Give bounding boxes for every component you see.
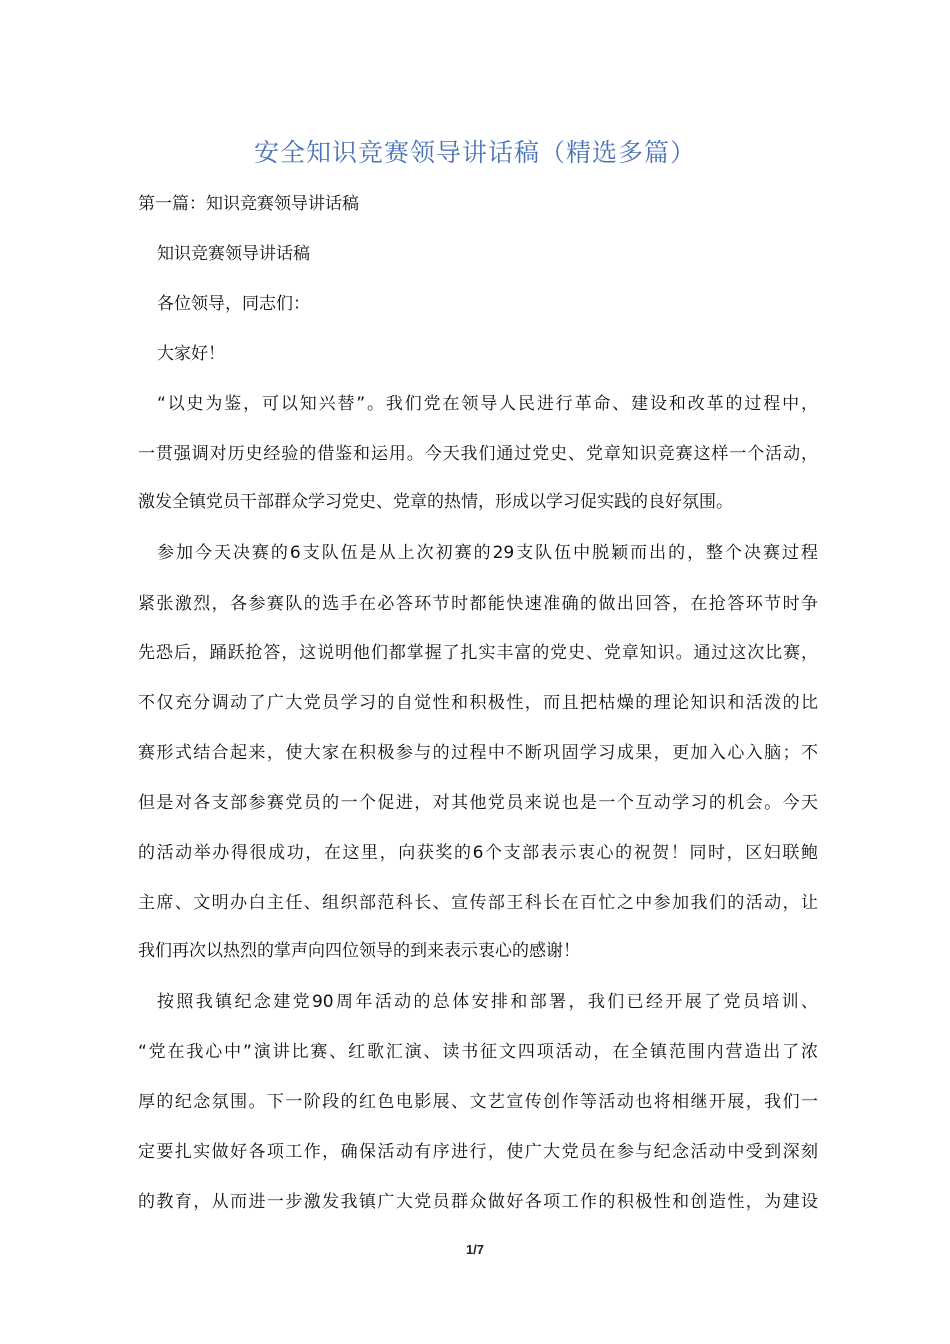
paragraph-1-line: 激发全镇党员干部群众学习党史、党章的热情，形成以学习促实践的良好氛围。 — [138, 492, 733, 512]
paragraph-3-line: 的教育，从而进一步激发我镇广大党员群众做好各项工作的积极性和创造性，为建设 — [138, 1192, 818, 1212]
paragraph-1-line: 一贯强调对历史经验的借鉴和运用。今天我们通过党史、党章知识竞赛这样一个活动， — [138, 444, 818, 464]
section-heading: 第一篇：知识竞赛领导讲话稿 — [138, 194, 359, 214]
paragraph-2-line: 的活动举办得很成功，在这里，向获奖的6个支部表示衷心的祝贺！同时，区妇联鲍 — [138, 843, 818, 863]
paragraph-2-line: 参加今天决赛的6支队伍是从上次初赛的29支队伍中脱颖而出的，整个决赛过程 — [157, 543, 818, 563]
paragraph-2-line: 紧张激烈，各参赛队的选手在必答环节时都能快速准确的做出回答，在抢答环节时争 — [138, 594, 818, 614]
subheading: 知识竞赛领导讲话稿 — [157, 244, 310, 264]
paragraph-1-line: “以史为鉴，可以知兴替”。我们党在领导人民进行革命、建设和改革的过程中， — [157, 394, 818, 414]
paragraph-2-line: 我们再次以热烈的掌声向四位领导的到来表示衷心的感谢！ — [138, 941, 580, 961]
paragraph-3-line: 厚的纪念氛围。下一阶段的红色电影展、文艺宣传创作等活动也将相继开展，我们一 — [138, 1092, 818, 1112]
paragraph-2-line: 但是对各支部参赛党员的一个促进，对其他党员来说也是一个互动学习的机会。今天 — [138, 793, 818, 813]
paragraph-3-line: 按照我镇纪念建党90周年活动的总体安排和部署，我们已经开展了党员培训、 — [157, 992, 818, 1012]
paragraph-2-line: 先恐后，踊跃抢答，这说明他们都掌握了扎实丰富的党史、党章知识。通过这次比赛， — [138, 643, 818, 663]
page-number: 1/7 — [465, 1242, 485, 1257]
greeting: 大家好！ — [157, 344, 225, 364]
document-title: 安全知识竞赛领导讲话稿（精选多篇） — [253, 138, 696, 167]
paragraph-3-line: “党在我心中”演讲比赛、红歌汇演、读书征文四项活动，在全镇范围内营造出了浓 — [138, 1042, 818, 1062]
paragraph-3-line: 定要扎实做好各项工作，确保活动有序进行，使广大党员在参与纪念活动中受到深刻 — [138, 1142, 818, 1162]
salutation: 各位领导，同志们： — [157, 294, 310, 314]
paragraph-2-line: 赛形式结合起来，使大家在积极参与的过程中不断巩固学习成果，更加入心入脑；不 — [138, 743, 818, 763]
paragraph-2-line: 不仅充分调动了广大党员学习的自觉性和积极性，而且把枯燥的理论知识和活泼的比 — [138, 693, 818, 713]
paragraph-2-line: 主席、文明办白主任、组织部范科长、宣传部王科长在百忙之中参加我们的活动，让 — [138, 893, 818, 913]
